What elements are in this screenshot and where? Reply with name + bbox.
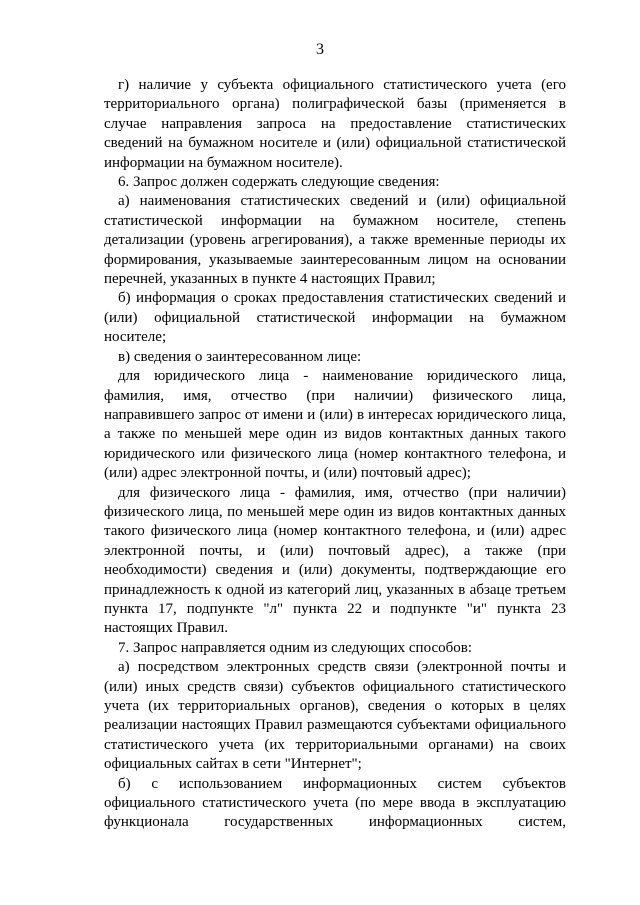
paragraph-6b-terms: б) информация о сроках предоставления статистических сведений и (или) официальной статистической информации на бумажном носителе; <box>104 290 566 346</box>
paragraph-6a-names: а) наименования статистических сведений и (или) официальной статистической информации на бумажном носителе, степень детализации (уровень агрегирования), а также временные периоды их формирования, указываемые заинтересованным лицом на основании перечней, указанных в пункте 4 настоящих Правил; <box>104 193 566 288</box>
paragraph-7-heading: 7. Запрос направляется одним из следующих способов: <box>118 639 472 656</box>
document-body <box>104 76 566 833</box>
paragraph-4g-polygraphic-base: г) наличие у субъекта официального статистического учета (его территориального органа) полиграфической базы (применяется в случае направления запроса на предоставление статистических сведений на бумажном носителе и (или) официальной статистической информации на бумажном носителе). <box>104 77 566 171</box>
paragraph-legal-entity: для юридического лица - наименование юридического лица, фамилия, имя, отчество (при наличии) физического лица, направившего запрос от имени и (или) в интересах юридического лица, а также по меньшей мере один из видов контактных данных такого юридического или физического лица (номер контактного телефона, и (или) адрес электронной почты, и (или) почтовый адрес); <box>104 368 566 482</box>
paragraph-natural-person: для физического лица - фамилия, имя, отчество (при наличии) физического лица, по меньшей мере один из видов контактных данных такого физического лица (номер контактного телефона, и (или) адрес электронной почты, и (или) почтовый адрес), а также (при необходимости) сведения и (или) документы, подтверждающие его принадлежность к одной из категорий лиц, указанных в абзаце третьем пункта 17, подпункте "л" пункта 22 и подпункте "и" пункта 23 настоящих Правил. <box>104 484 566 637</box>
paragraph-6v-person-info: в) сведения о заинтересованном лице: <box>118 348 362 365</box>
page-number: 3 <box>316 41 324 58</box>
paragraph-7b-info-systems: б) с использованием информационных систем субъектов официального статистического учета (по мере ввода в эксплуатацию функционала государственных информационных систем, <box>104 775 566 831</box>
paragraph-7a-electronic: а) посредством электронных средств связи (электронной почты и (или) иных средств связи) субъектов официального статистического учета (их территориальных органов), сведения о которых в целях реализации настоящих Правил размещаются субъектами официального статистического учета (их территориальными органами) на своих официальных сайтах в сети "Интернет"; <box>104 659 566 773</box>
paragraph-6-heading: 6. Запрос должен содержать следующие сведения: <box>118 174 440 191</box>
